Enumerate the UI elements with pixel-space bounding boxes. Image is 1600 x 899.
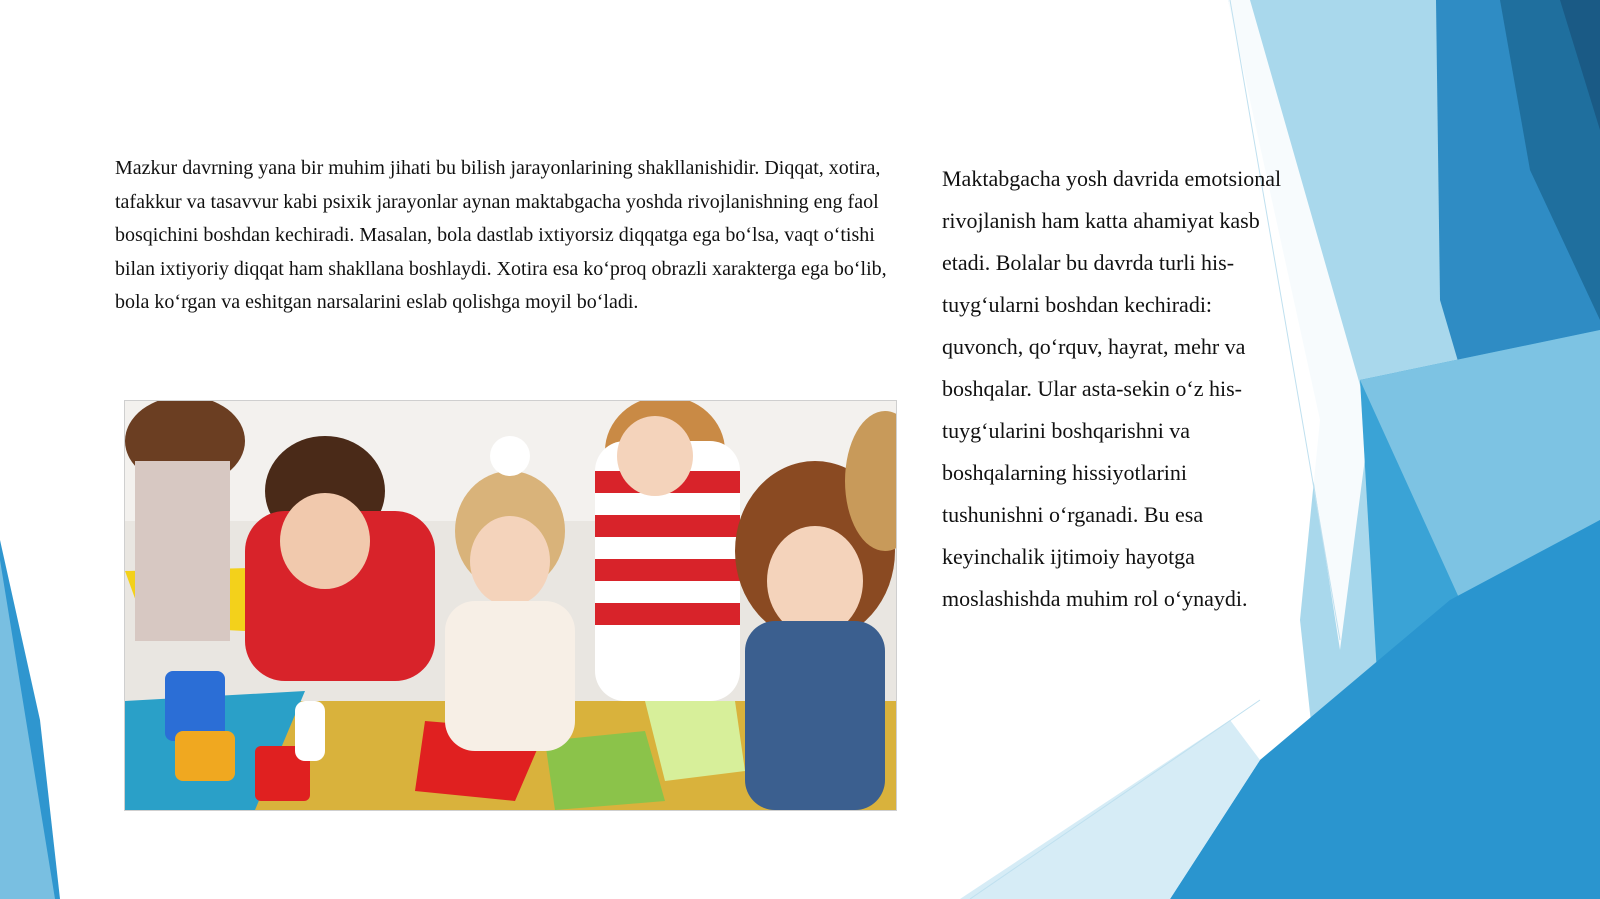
left-paragraph: Mazkur davrning yana bir muhim jihati bu bilish jarayonlarining shakllanishidir. Diqqat, xotira, tafakkur va tasavvur kabi psixik jarayonlar aynan maktabgacha yoshda rivojlanishning eng faol bosqichini boshdan kechiradi. Masalan, bola dastlab ixtiyorsiz diqqatga ega bo‘lsa, vaqt o‘tishi bilan ixtiyoriy diqqat ham shakllana boshlaydi. Xotira esa ko‘proq obrazli xarakterga ega bo‘lib, bola ko‘rgan va eshitgan narsalarini eslab qolishga moyil bo‘ladi. <box>115 157 887 313</box>
children-crafting-photo <box>124 400 897 811</box>
right-paragraph: Maktabgacha yosh davrida emotsional rivojlanish ham katta ahamiyat kasb etadi. Bolalar bu davrda turli his-tuyg‘ularni boshdan kechiradi: quvonch, qo‘rquv, hayrat, mehr va boshqalar. Ular asta-sekin o‘z his-tuyg‘ularini boshqarishni va boshqalarning hissiyotlarini tushunishni o‘rganadi. Bu esa keyinchalik ijtimoiy hayotga moslashishda muhim rol o‘ynaydi. <box>942 166 1282 611</box>
